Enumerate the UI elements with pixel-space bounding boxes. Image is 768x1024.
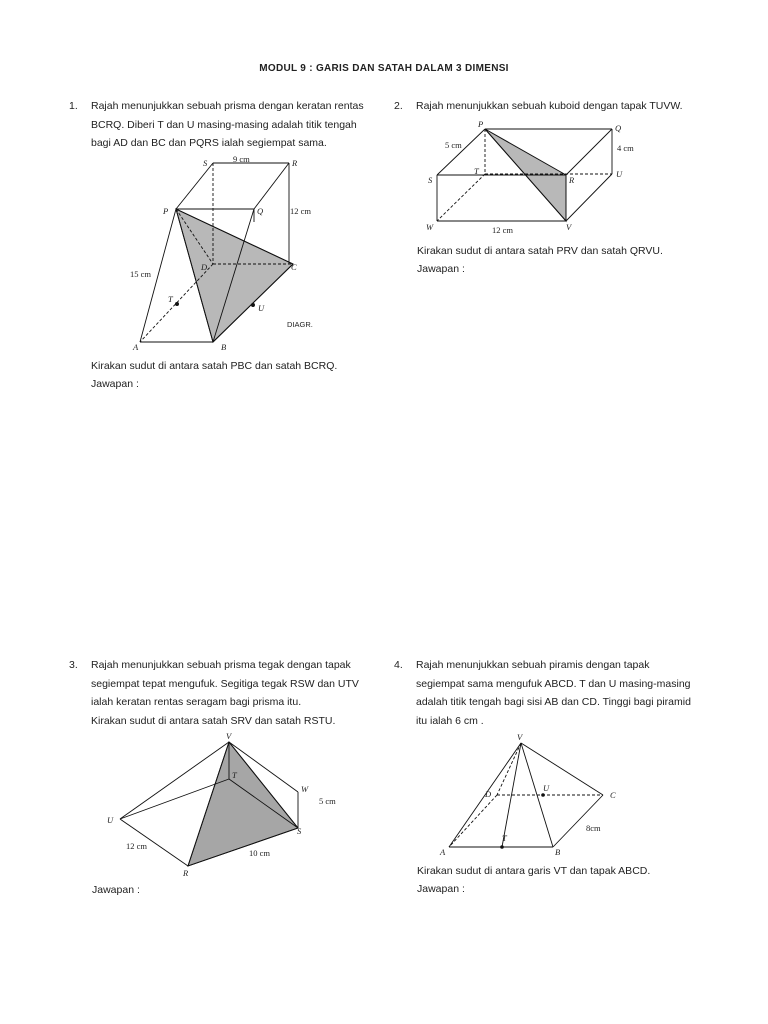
diagram-caption: DIAGR. bbox=[287, 320, 313, 329]
measure-15cm: 15 cm bbox=[130, 269, 152, 279]
vertex-label-r: R bbox=[292, 158, 298, 168]
question-text-line: itu ialah 6 cm . bbox=[416, 714, 484, 727]
question-text-line: Rajah menunjukkan sebuah kuboid dengan tapak TUVW. bbox=[416, 100, 683, 112]
vertex-label-w: W bbox=[426, 222, 434, 232]
question-text-line: ialah keratan rentas seragam bagi prisma itu. bbox=[91, 696, 302, 708]
measure-9cm: 9 cm bbox=[233, 154, 250, 164]
vertex-label-t: T bbox=[232, 770, 237, 780]
question-text-line: BCRQ. Diberi T dan U masing-masing adalah titik tengah bbox=[91, 118, 357, 131]
vertex-label-u: U bbox=[616, 169, 623, 179]
measure-10cm: 10 cm bbox=[249, 848, 271, 858]
vertex-label-r: R bbox=[569, 175, 575, 185]
task-text: Kirakan sudut di antara satah PBC dan satah BCRQ. bbox=[91, 360, 338, 372]
vertex-label-q: Q bbox=[615, 123, 622, 133]
vertex-label-c: C bbox=[610, 790, 616, 800]
measure-5cm: 5 cm bbox=[445, 140, 462, 150]
vertex-label-c: C bbox=[291, 262, 297, 272]
measure-12cm: 12 cm bbox=[126, 841, 148, 851]
point-t-dot bbox=[500, 845, 504, 849]
vertex-label-b: B bbox=[221, 342, 227, 352]
answer-label: Jawapan : bbox=[92, 884, 140, 896]
answer-label: Jawapan : bbox=[417, 263, 465, 275]
question-number: 1. bbox=[69, 100, 78, 112]
question-text-line: Rajah menunjukkan sebuah piramis dengan tapak bbox=[416, 659, 650, 671]
point-u-dot bbox=[541, 793, 545, 797]
measure-12cm: 12 cm bbox=[492, 225, 514, 235]
question-text-line: Rajah menunjukkan sebuah prisma dengan keratan rentas bbox=[91, 100, 364, 112]
question-number: 2. bbox=[394, 100, 403, 112]
vertex-label-t: T bbox=[502, 833, 507, 843]
question-number: 4. bbox=[394, 659, 403, 671]
vertex-label-r: R bbox=[183, 868, 189, 878]
vertex-label-t: T bbox=[168, 294, 173, 304]
question-text-line: adalah titik tengah bagi sisi AB dan CD. Tinggi bagi piramid bbox=[416, 696, 691, 708]
measure-4cm: 4 cm bbox=[617, 143, 634, 153]
vertex-label-s: S bbox=[428, 175, 433, 185]
page-title: MODUL 9 : GARIS DAN SATAH DALAM 3 DIMENSI bbox=[259, 63, 509, 74]
vertex-label-u: U bbox=[258, 303, 265, 313]
vertex-label-t: T bbox=[474, 166, 479, 176]
vertex-label-p: P bbox=[163, 206, 169, 216]
vertex-label-u: U bbox=[107, 815, 114, 825]
vertex-label-d: D bbox=[485, 789, 492, 799]
measure-5cm: 5 cm bbox=[319, 796, 336, 806]
vertex-label-u: U bbox=[543, 783, 550, 793]
answer-label: Jawapan : bbox=[91, 378, 139, 390]
question-4-task bbox=[417, 862, 650, 898]
task-text: Kirakan sudut di antara satah PRV dan satah QRVU. bbox=[417, 245, 663, 257]
question-number: 3. bbox=[69, 659, 78, 671]
vertex-label-p: P bbox=[478, 119, 484, 129]
question-text-line: segiempat tepat mengufuk. Segitiga tegak RSW dan UTV bbox=[91, 677, 359, 690]
question-text-line: segiempat sama mengufuk ABCD. T dan U masing-masing bbox=[416, 677, 691, 690]
question-text-line: bagi AD dan BC dan PQRS ialah segiempat sama. bbox=[91, 137, 327, 149]
measure-8cm: 8cm bbox=[586, 823, 601, 833]
vertex-label-w: W bbox=[301, 784, 309, 794]
vertex-label-v: V bbox=[517, 732, 523, 742]
vertex-label-v: V bbox=[226, 731, 232, 741]
question-text-line: Rajah menunjukkan sebuah prisma tegak dengan tapak bbox=[91, 659, 351, 671]
vertex-label-q: Q bbox=[257, 206, 264, 216]
vertex-label-s: S bbox=[297, 826, 302, 836]
vertex-label-s: S bbox=[203, 158, 208, 168]
vertex-label-d: D bbox=[201, 262, 208, 272]
vertex-label-a: A bbox=[133, 342, 139, 352]
vertex-label-a: A bbox=[440, 847, 446, 857]
question-text-line: Kirakan sudut di antara satah SRV dan satah RSTU. bbox=[91, 714, 336, 727]
vertex-label-b: B bbox=[555, 847, 561, 857]
vertex-label-v: V bbox=[566, 222, 572, 232]
answer-label: Jawapan : bbox=[417, 883, 465, 895]
task-text: Kirakan sudut di antara garis VT dan tapak ABCD. bbox=[417, 865, 651, 877]
measure-12cm: 12 cm bbox=[290, 206, 312, 216]
